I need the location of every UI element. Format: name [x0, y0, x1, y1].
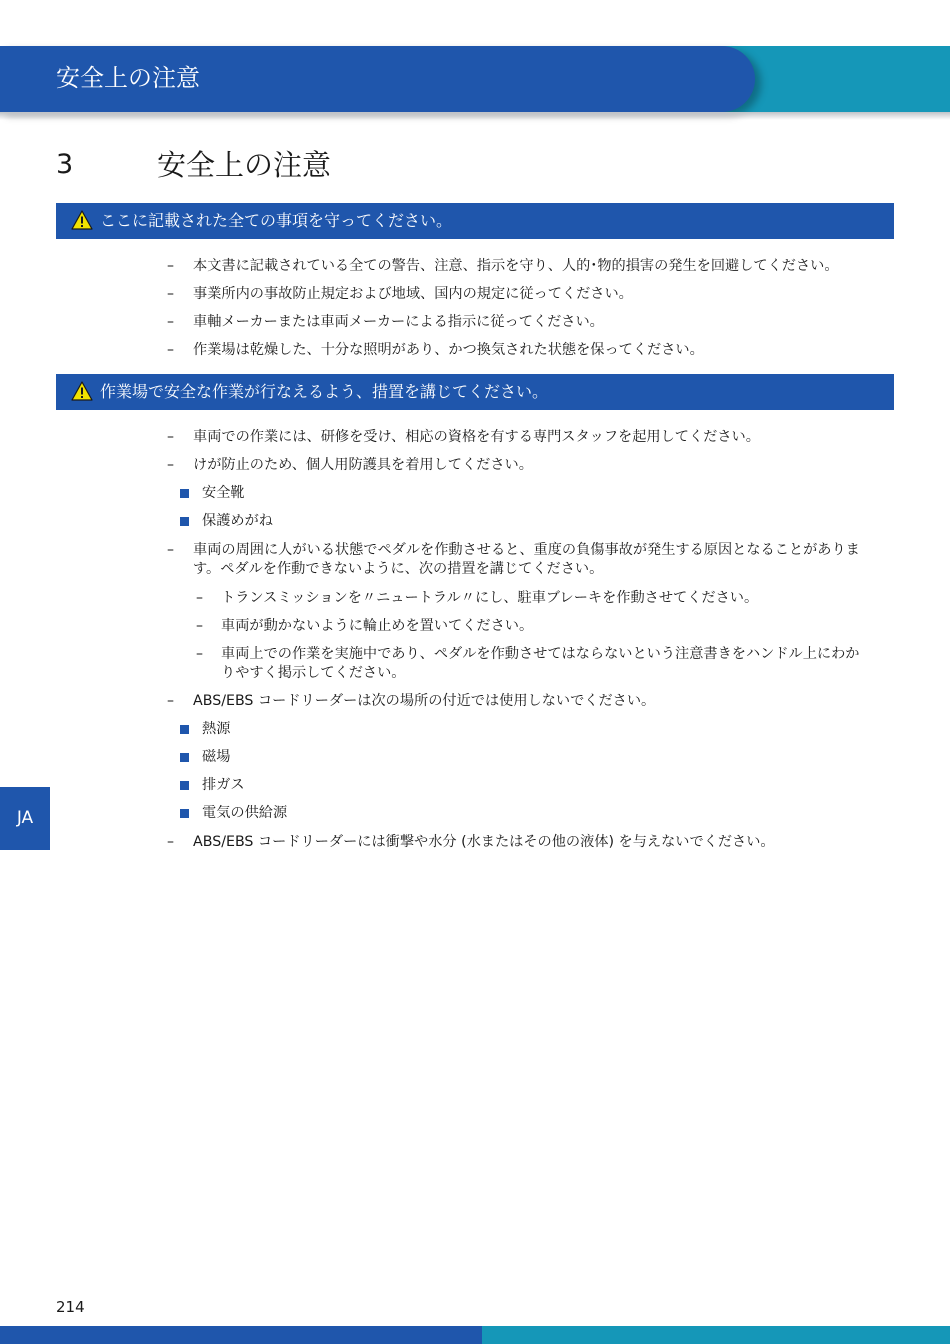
dash-bullet: – [167, 258, 174, 274]
square-bullet-icon [180, 489, 189, 498]
dash-bullet: – [167, 314, 174, 330]
square-bullet-icon [180, 809, 189, 818]
dash-bullet: – [167, 834, 174, 850]
dash-bullet: – [167, 429, 174, 445]
square-bullet-icon [180, 517, 189, 526]
warning-triangle-icon [71, 210, 93, 230]
warning-banner-2 [56, 374, 894, 410]
sub-list-item: 車両が動かないように輪止めを置いてください。 [221, 618, 534, 634]
list-item: ABS/EBS コードリーダーには衝撃や水分 (水またはその他の液体) を与えないでください。 [193, 834, 775, 850]
list-item: ABS/EBS コードリーダーは次の場所の付近では使用しないでください。 [193, 693, 656, 709]
square-bullet-icon [180, 725, 189, 734]
list-item: 本文書に記載されている全ての警告、注意、指示を守り、人的･物的損害の発生を回避してください。 [193, 258, 839, 274]
place-item: 排ガス [202, 777, 245, 793]
dash-bullet: – [196, 618, 203, 634]
list-item-line: 車両の周囲に人がいる状態でペダルを作動させると、重度の負傷事故が発生する原因となることがありま [193, 542, 860, 558]
dash-bullet: – [167, 542, 174, 558]
chapter-number: 3 [56, 149, 74, 180]
sub-list-item: トランスミッションを〃ニュートラル〃にし、駐車ブレーキを作動させてください。 [221, 590, 759, 606]
list-item: 車軸メーカーまたは車両メーカーによる指示に従ってください。 [193, 314, 604, 330]
sub-list-item-line: 車両上での作業を実施中であり、ペダルを作動させてはならないという注意書きをハンドル上にわか [221, 646, 860, 662]
list-item: 車両での作業には、研修を受け、相応の資格を有する専門スタッフを起用してください。 [193, 429, 760, 445]
language-tab: JA [0, 787, 50, 850]
warning-banner-text: ここに記載された全ての事項を守ってください。 [100, 211, 453, 230]
dash-bullet: – [167, 286, 174, 302]
list-item-line: す。ペダルを作動できないように、次の措置を講じてください。 [193, 561, 604, 577]
warning-banner-1 [56, 203, 894, 239]
square-bullet-icon [180, 753, 189, 762]
page-number: 214 [56, 1298, 85, 1316]
place-item: 磁場 [202, 749, 231, 765]
ppe-item: 安全靴 [202, 485, 245, 501]
dash-bullet: – [167, 342, 174, 358]
place-item: 電気の供給源 [202, 805, 288, 821]
ppe-item: 保護めがね [202, 513, 273, 529]
header-shadow [0, 112, 950, 120]
dash-bullet: – [167, 457, 174, 473]
footer-bar-accent [482, 1326, 950, 1344]
footer-bar [0, 1326, 482, 1344]
list-item: 作業場は乾燥した、十分な照明があり、かつ換気された状態を保ってください。 [193, 342, 704, 358]
warning-triangle-icon [71, 381, 93, 401]
sub-list-item-line: りやすく掲示してください。 [221, 665, 406, 681]
running-header-title: 安全上の注意 [56, 64, 200, 92]
warning-banner-text: 作業場で安全な作業が行なえるよう、措置を講じてください。 [100, 382, 549, 401]
dash-bullet: – [167, 693, 174, 709]
square-bullet-icon [180, 781, 189, 790]
list-item: けが防止のため、個人用防護具を着用してください。 [193, 457, 533, 473]
list-item: 事業所内の事故防止規定および地域、国内の規定に従ってください。 [193, 286, 633, 302]
dash-bullet: – [196, 590, 203, 606]
place-item: 熱源 [202, 721, 231, 737]
chapter-title: 安全上の注意 [157, 148, 332, 182]
dash-bullet: – [196, 646, 203, 662]
